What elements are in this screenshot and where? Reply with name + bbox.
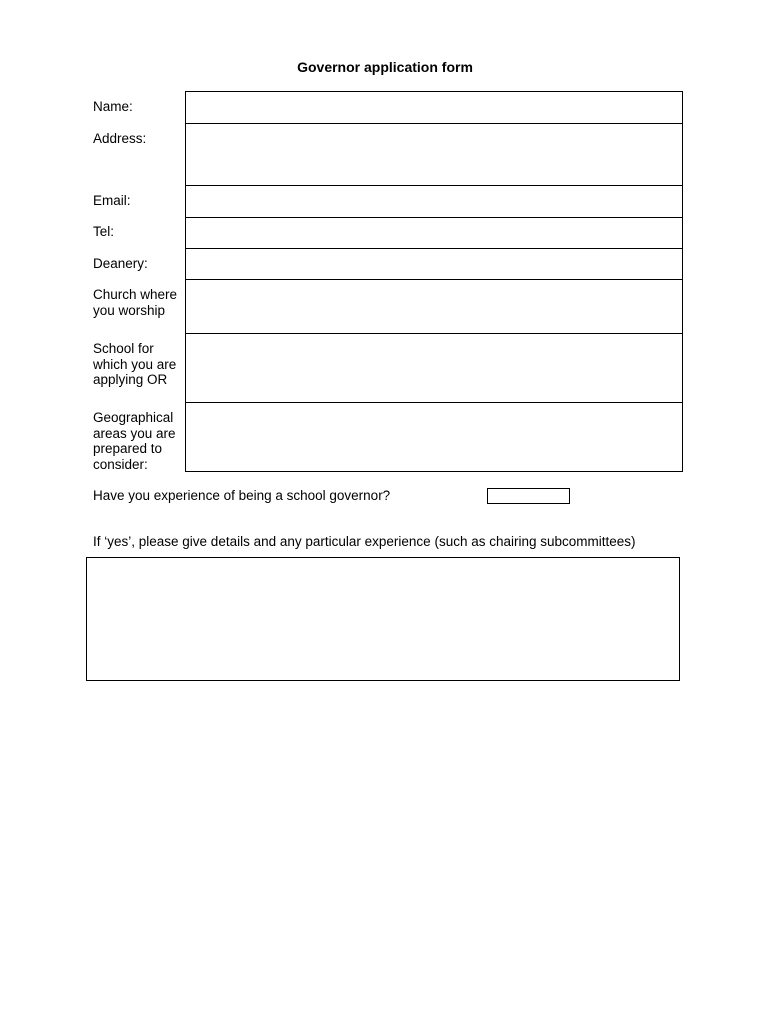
tel-field[interactable] <box>185 217 683 248</box>
experience-answer-field[interactable] <box>487 488 570 504</box>
address-label: Address: <box>93 131 147 146</box>
deanery-label: Deanery: <box>93 256 148 271</box>
deanery-field[interactable] <box>185 248 683 279</box>
experience-question: Have you experience of being a school governor? <box>93 488 391 503</box>
details-prompt: If ‘yes’, please give details and any particular experience (such as chairing subcommittees) <box>93 534 636 549</box>
school-field[interactable] <box>185 333 683 402</box>
areas-field[interactable] <box>185 402 683 472</box>
name-label: Name: <box>93 99 133 114</box>
church-field[interactable] <box>185 279 683 333</box>
page-title: Governor application form <box>297 59 473 75</box>
church-label: Church where you worship <box>93 287 178 318</box>
name-field[interactable] <box>185 91 683 123</box>
email-field[interactable] <box>185 185 683 217</box>
address-field[interactable] <box>185 123 683 185</box>
areas-label: Geographical areas you are prepared to consider: <box>93 410 176 472</box>
school-label: School for which you are applying OR <box>93 341 177 387</box>
email-label: Email: <box>93 193 131 208</box>
tel-label: Tel: <box>93 224 115 239</box>
experience-details-field[interactable] <box>86 557 680 681</box>
